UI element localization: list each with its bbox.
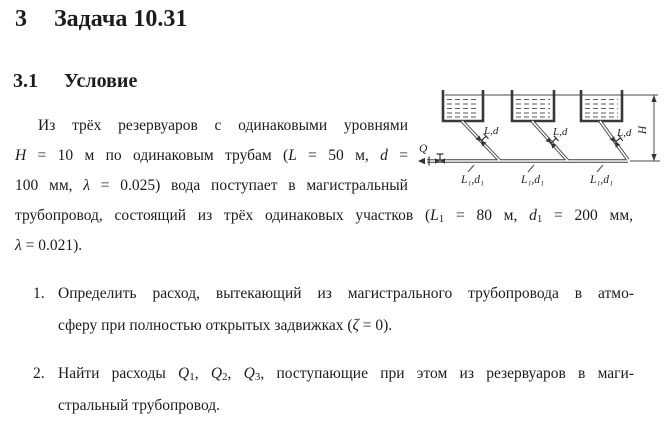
hydraulic-scheme-figure <box>416 84 666 198</box>
math-var: Q <box>178 365 190 382</box>
text-run: = 80 м, <box>444 207 530 224</box>
list-item-2-number: 2. <box>33 365 45 382</box>
text-run: стральный трубопровод. <box>58 397 221 414</box>
math-var: ζ <box>352 317 359 334</box>
flow-arrow-icon <box>418 158 425 164</box>
section-heading <box>15 5 187 33</box>
text-run: 100 мм, <box>15 177 84 194</box>
text-run: Найти расходы <box>58 365 178 382</box>
math-subscript: 1 <box>536 213 543 225</box>
subsection-number: 3.1 <box>13 70 38 92</box>
condition-line-3 <box>15 176 408 196</box>
list-item-1-line-1 <box>58 284 634 304</box>
list-item-2-line-1 <box>58 364 634 387</box>
main-segment-label-1: L₁,d₁ <box>461 174 485 186</box>
math-var: Q <box>210 365 223 382</box>
subsection-heading <box>13 69 137 93</box>
section-number: 3 <box>15 6 27 32</box>
list-item-2-line-2 <box>58 396 220 416</box>
text-run: Определить расход, вытекающий из магистрального трубопровода в атмо- <box>58 285 634 302</box>
math-var: λ <box>83 177 90 194</box>
text-run: = 50 м, <box>296 147 381 164</box>
math-var: L <box>288 147 297 164</box>
math-var: d <box>380 147 388 164</box>
leader-tick <box>597 165 603 172</box>
math-var: Q <box>243 365 255 382</box>
text-run: , <box>227 365 244 382</box>
math-var: H <box>15 147 27 164</box>
math-subscript: 3 <box>254 371 261 383</box>
text-run: сферу при полностью открытых задвижках ( <box>58 317 353 334</box>
text-run: = 0.025) вода поступает в магистральный <box>89 177 408 194</box>
text-run: = 10 м по одинаковым трубам ( <box>26 147 289 164</box>
leader-tick <box>468 165 474 172</box>
branch-pipe-label-1: L,d <box>484 125 499 137</box>
condition-line-1 <box>38 116 408 136</box>
text-run: = 0). <box>358 317 393 334</box>
math-var: d <box>529 207 537 224</box>
q-label: Q <box>419 143 428 155</box>
condition-line-5 <box>15 236 82 256</box>
math-var: L <box>430 207 439 224</box>
subsection-title: Условие <box>64 70 138 92</box>
math-subscript: 2 <box>222 371 228 383</box>
math-subscript: 1 <box>189 371 195 383</box>
condition-line-2 <box>15 146 408 166</box>
branch-pipe-label-2: L,d <box>553 126 568 138</box>
branch-pipe-label-3: L,d <box>617 127 632 139</box>
text-run: = 0.021). <box>21 237 83 254</box>
text-run: Из трёх резервуаров с одинаковыми уровнями <box>38 117 408 134</box>
text-run: = <box>387 147 408 164</box>
list-item-1-number: 1. <box>33 285 45 302</box>
text-run: = 200 мм, <box>542 207 633 224</box>
leader-tick <box>528 165 534 172</box>
text-run: , поступающие при этом из резервуаров в маги- <box>260 365 635 382</box>
section-title: Задача 10.31 <box>54 6 188 32</box>
text-run: трубопровод, состоящий из трёх одинаковых участков ( <box>15 207 431 224</box>
math-var: λ <box>15 237 22 254</box>
main-segment-label-2: L₁,d₁ <box>521 174 545 186</box>
condition-line-4 <box>15 206 633 229</box>
math-subscript: 1 <box>438 213 445 225</box>
main-segment-label-3: L₁,d₁ <box>590 174 614 186</box>
text-run: , <box>194 365 211 382</box>
list-item-1-line-2 <box>58 316 392 336</box>
height-label: H <box>637 125 649 135</box>
